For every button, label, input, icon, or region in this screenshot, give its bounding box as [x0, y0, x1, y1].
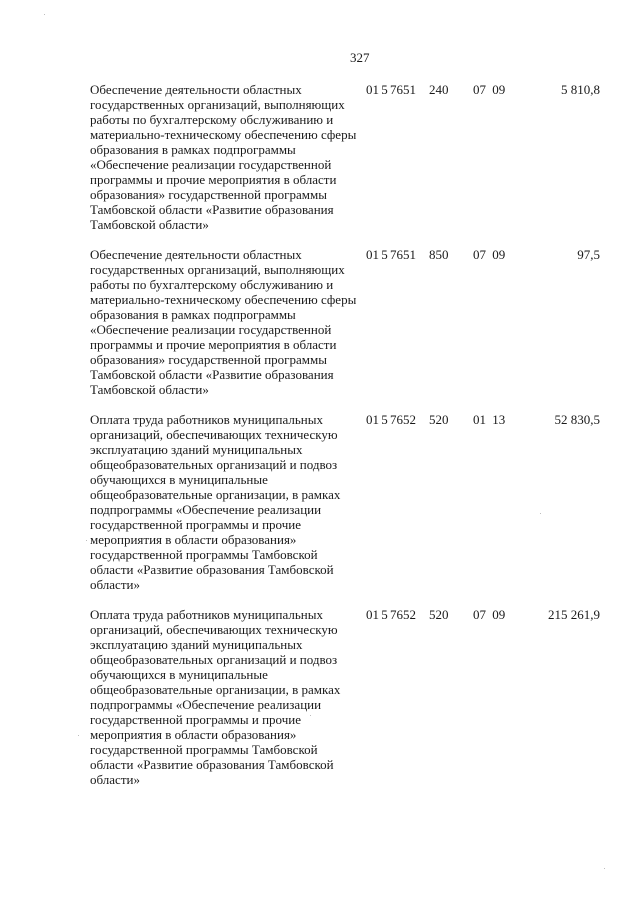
- row-expense-type: 520: [429, 607, 449, 622]
- row-section-subsection: 07 09: [473, 82, 506, 97]
- row-amount: 5 810,8: [561, 82, 600, 97]
- row-target-article: 01 5 7652: [366, 412, 416, 427]
- row-description: Оплата труда работников муниципальных организаций, обеспечивающих техническую эксплуатацию зданий муниципальных общеобразовательных организаций и подвоз обучающихся в муниципальные общеобразовательные организации, в рамках подпрограммы «Обеспечение реализации государственной программы и прочие мероприятия в области образования» государственной программы Тамбовской области «Развитие образования Тамбовской области»: [90, 412, 341, 592]
- row-amount: 52 830,5: [554, 412, 600, 427]
- scan-speck: [86, 540, 87, 541]
- row-target-article: 01 5 7651: [366, 247, 416, 262]
- row-description: Обеспечение деятельности областных государственных организаций, выполняющих работы по бухгалтерскому обслуживанию и материально-техническому обеспечению сферы образования в рамках подпрограммы «Обеспечение реализации государственной программы и прочие мероприятия в области образования» государственной программы Тамбовской области «Развитие образования Тамбовской области»: [90, 82, 357, 232]
- scan-speck: [604, 868, 605, 869]
- row-section-subsection: 07 09: [473, 607, 506, 622]
- row-expense-type: 850: [429, 247, 449, 262]
- row-description: Обеспечение деятельности областных государственных организаций, выполняющих работы по бухгалтерскому обслуживанию и материально-техническому обеспечению сферы образования в рамках подпрограммы «Обеспечение реализации государственной программы и прочие мероприятия в области образования» государственной программы Тамбовской области «Развитие образования Тамбовской области»: [90, 247, 357, 397]
- table-row: [90, 82, 600, 232]
- table-row: [90, 412, 600, 592]
- row-section-subsection: 01 13: [473, 412, 506, 427]
- row-expense-type: 520: [429, 412, 449, 427]
- budget-table: [90, 82, 600, 802]
- row-description: Оплата труда работников муниципальных организаций, обеспечивающих техническую эксплуатацию зданий муниципальных общеобразовательных организаций и подвоз обучающихся в муниципальные общеобразовательные организации, в рамках подпрограммы «Обеспечение реализации государственной программы и прочие мероприятия в области образования» государственной программы Тамбовской области «Развитие образования Тамбовской области»: [90, 607, 341, 787]
- row-section-subsection: 07 09: [473, 247, 506, 262]
- scan-speck: [44, 14, 45, 15]
- table-row: [90, 607, 600, 787]
- page-number: 327: [350, 50, 370, 65]
- row-target-article: 01 5 7652: [366, 607, 416, 622]
- table-row: [90, 247, 600, 397]
- scan-speck: [540, 513, 541, 514]
- scan-speck: [310, 715, 311, 716]
- scan-speck: [78, 735, 79, 736]
- row-amount: 215 261,9: [548, 607, 600, 622]
- row-expense-type: 240: [429, 82, 449, 97]
- row-amount: 97,5: [577, 247, 600, 262]
- row-target-article: 01 5 7651: [366, 82, 416, 97]
